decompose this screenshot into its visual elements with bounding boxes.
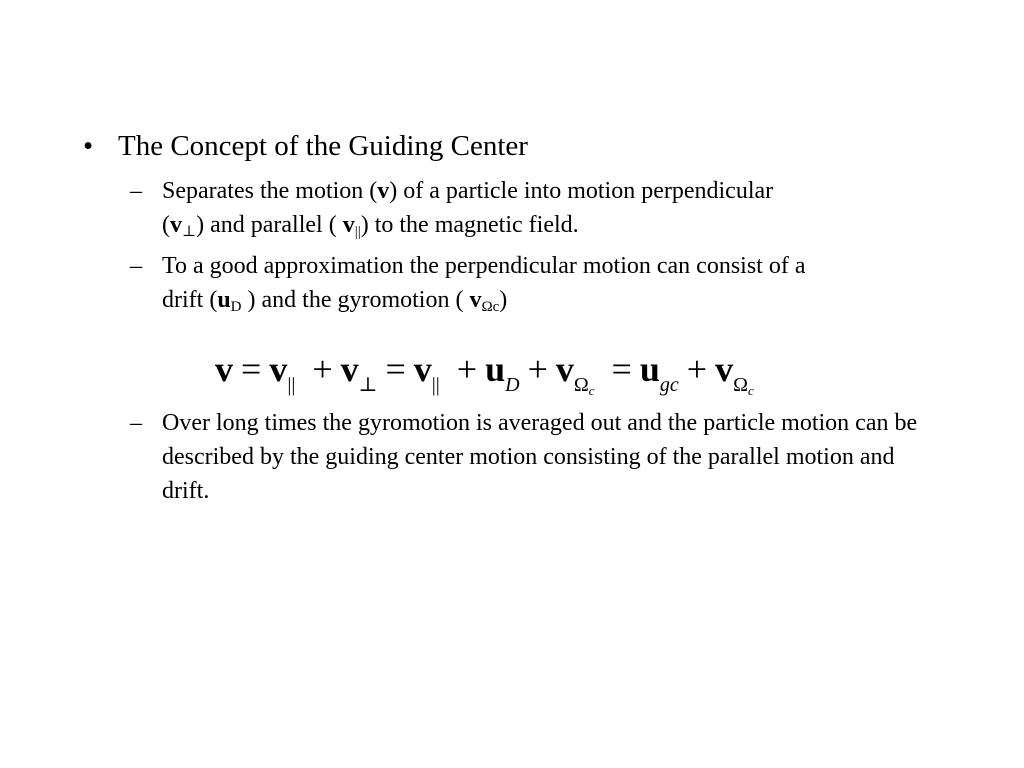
symbol-v: v [342, 212, 355, 238]
subscript-parallel: || [354, 224, 361, 240]
slide-heading: The Concept of the Guiding Center [118, 130, 528, 162]
eq-sub-d: D [505, 374, 520, 396]
symbol-v: v [377, 178, 390, 204]
eq-v: v [555, 349, 574, 389]
text-fragment: ) of a particle into motion perpendicular [389, 178, 774, 204]
eq-equals: = [385, 349, 406, 389]
dash-marker: – [130, 253, 142, 279]
text-fragment: ) [499, 287, 508, 313]
eq-v: v [413, 349, 432, 389]
eq-sub-omega-c [733, 374, 754, 396]
text-fragment: ( [162, 212, 170, 238]
text-fragment: drift ( [162, 287, 218, 313]
eq-equals: = [611, 349, 632, 389]
sub-bullet-1-text [162, 174, 937, 242]
text-fragment: ) and the gyromotion ( [241, 287, 470, 313]
eq-sub-omega-c [574, 374, 595, 396]
text-fragment: To a good approximation the perpendicular motion can consist of a [162, 253, 806, 279]
eq-sub-gc: gc [659, 374, 679, 396]
sub-bullet-2-text [162, 249, 937, 317]
eq-equals: = [241, 349, 262, 389]
eq-sub-perp: ⊥ [358, 374, 378, 396]
eq-plus: + [527, 349, 548, 389]
guiding-center-equation [215, 345, 915, 405]
text-fragment: Separates the motion ( [162, 178, 378, 204]
dash-marker: – [130, 178, 142, 204]
eq-v: v [340, 349, 359, 389]
eq-v: v [215, 349, 233, 389]
text-fragment: ) to the magnetic field. [360, 212, 579, 238]
symbol-u: u [217, 287, 231, 313]
eq-sub-c: c [747, 383, 754, 398]
eq-plus: + [686, 349, 708, 389]
symbol-v: v [170, 212, 182, 238]
eq-plus: + [312, 349, 333, 389]
subscript-perp: ⊥ [182, 224, 197, 240]
eq-v: v [715, 349, 734, 389]
eq-u: u [485, 349, 506, 389]
eq-sub-parallel: || [431, 374, 440, 396]
eq-omega: Ω [733, 374, 748, 396]
subscript-omega-c: Ωc [481, 299, 500, 315]
subscript-d: D [230, 299, 242, 315]
symbol-v: v [469, 287, 482, 313]
eq-sub-c: c [588, 383, 595, 398]
dash-marker: – [130, 410, 142, 436]
eq-omega: Ω [573, 374, 589, 396]
sub-bullet-3-text: Over long times the gyromotion is averaged out and the particle motion can be described by the guiding center motion consisting of the parallel motion and drift. [162, 410, 918, 504]
eq-sub-parallel: || [287, 374, 296, 396]
eq-u: u [639, 349, 660, 389]
eq-plus: + [456, 349, 478, 389]
eq-v: v [269, 349, 288, 389]
text-fragment: ) and parallel ( [196, 212, 343, 238]
bullet-marker: • [83, 130, 94, 162]
